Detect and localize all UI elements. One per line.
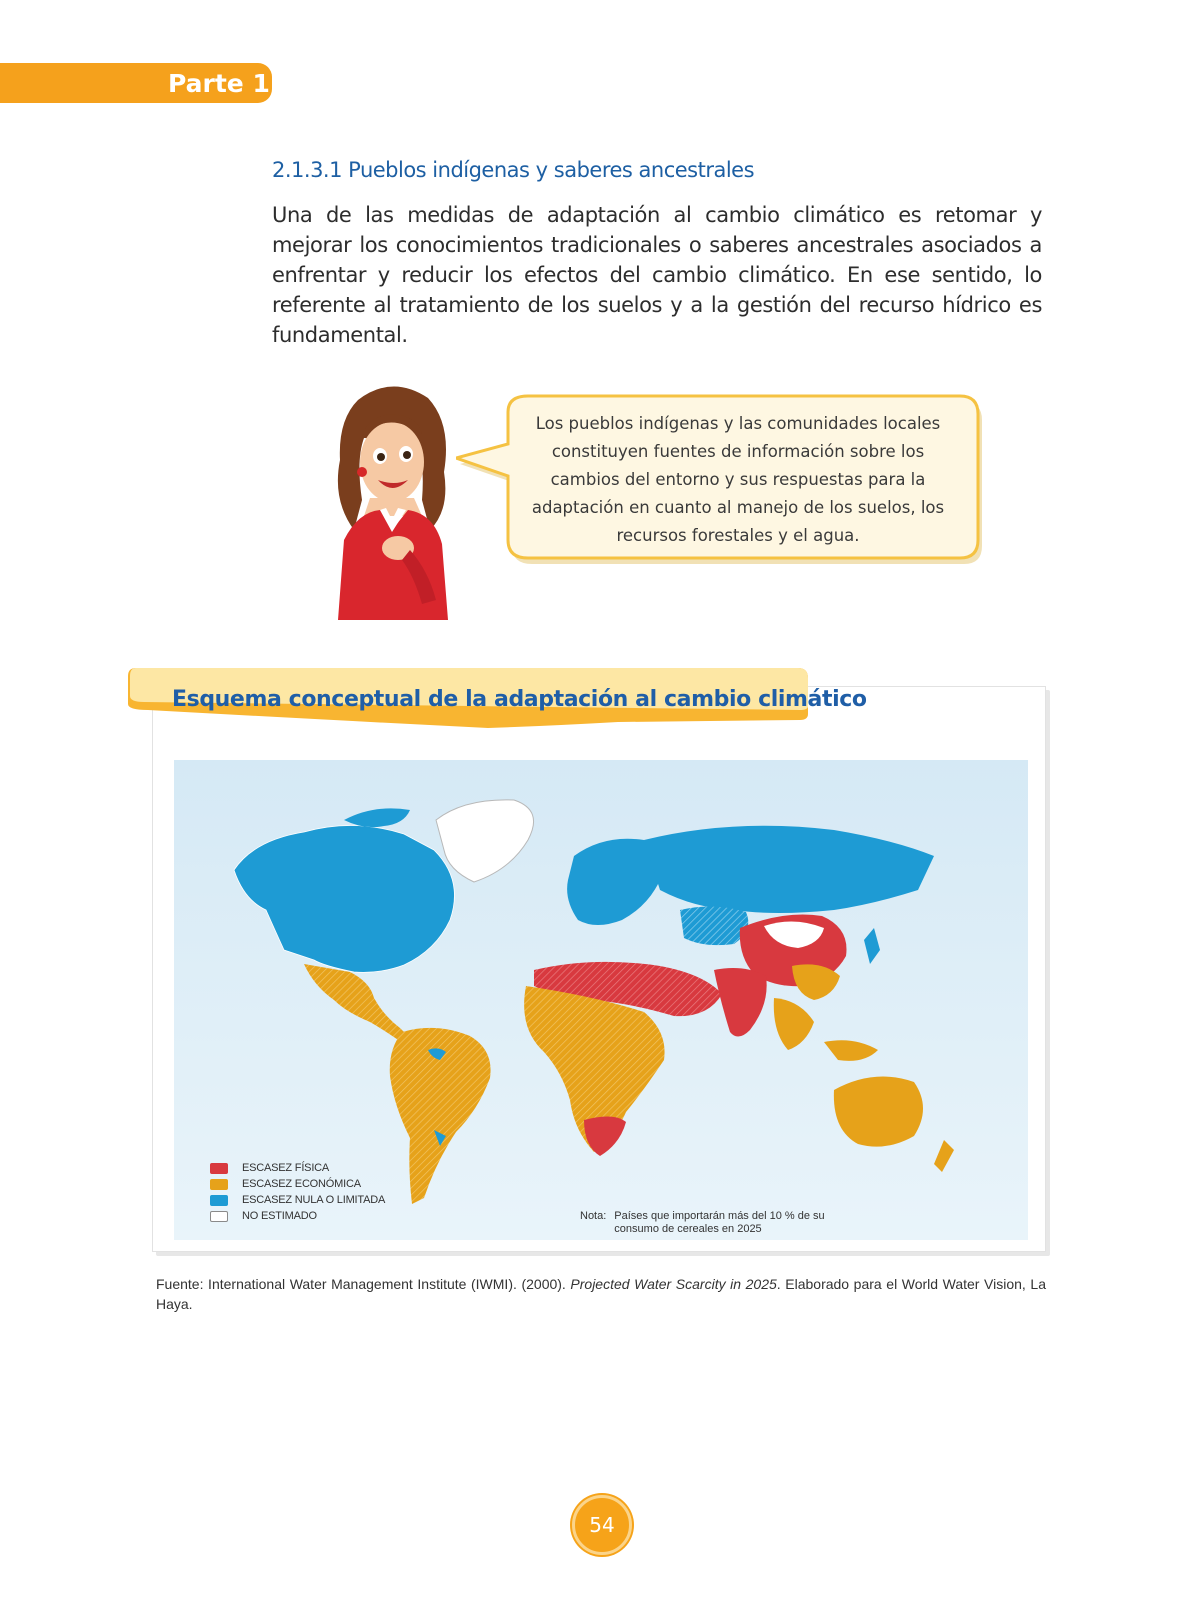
legend-label: ESCASEZ FÍSICA [242,1162,330,1174]
india [714,968,767,1037]
legend-swatch-economic [210,1179,228,1190]
north-america [234,825,454,972]
page-number-badge [572,1495,632,1555]
legend-item [210,1208,385,1224]
australia [834,1077,923,1147]
section-title: 2.1.3.1 Pueblos indígenas y saberes ancestrales [272,158,755,182]
figure-title: Esquema conceptual de la adaptación al cambio climático [172,687,867,712]
source-title: Projected Water Scarcity in 2025 [570,1276,777,1292]
part-tab [0,63,272,103]
legend-swatch-not-estimated [210,1211,228,1222]
legend-swatch-physical [210,1163,228,1174]
figure-source [156,1274,1046,1314]
north-asia [644,826,934,913]
note-key: Nota: [580,1210,607,1222]
teacher-illustration [318,380,466,620]
legend-item [210,1192,385,1208]
note-text: Países que importarán más del 10 % de su consumo de cereales en 2025 [614,1210,825,1235]
legend-item [210,1160,385,1176]
source-prefix: Fuente: International Water Management Institute (IWMI). (2000). [156,1276,571,1292]
legend-label: NO ESTIMADO [242,1210,317,1222]
legend-swatch-limited [210,1195,228,1206]
legend-label: ESCASEZ ECONÓMICA [242,1178,361,1190]
source-suffix: . Elaborado para el World Water Vision, La Haya. [156,1276,1046,1312]
part-label: Parte 1 [168,69,270,98]
legend-item [210,1176,385,1192]
section-paragraph: Una de las medidas de adaptación al cambio climático es retomar y mejorar los conocimientos tradicionales o saberes ancestrales asociados a enfrentar y reducir los efectos del cambio climático. En ese sentido, lo referente al tratamiento de los suelos y a la gestión del recurso hídrico es fundamental. [272,203,1042,347]
greenland [436,800,534,882]
page-number: 54 [589,1513,615,1537]
legend-label: ESCASEZ NULA O LIMITADA [242,1194,386,1206]
map-note [580,1210,854,1236]
europe [567,839,661,925]
map-legend [210,1160,385,1224]
speech-bubble-text: Los pueblos indígenas y las comunidades locales constituyen fuentes de información sobre los cambios del entorno y sus respuestas para la adaptación en cuanto al manejo de los suelos, los recursos forestales y el agua. [531,414,945,545]
